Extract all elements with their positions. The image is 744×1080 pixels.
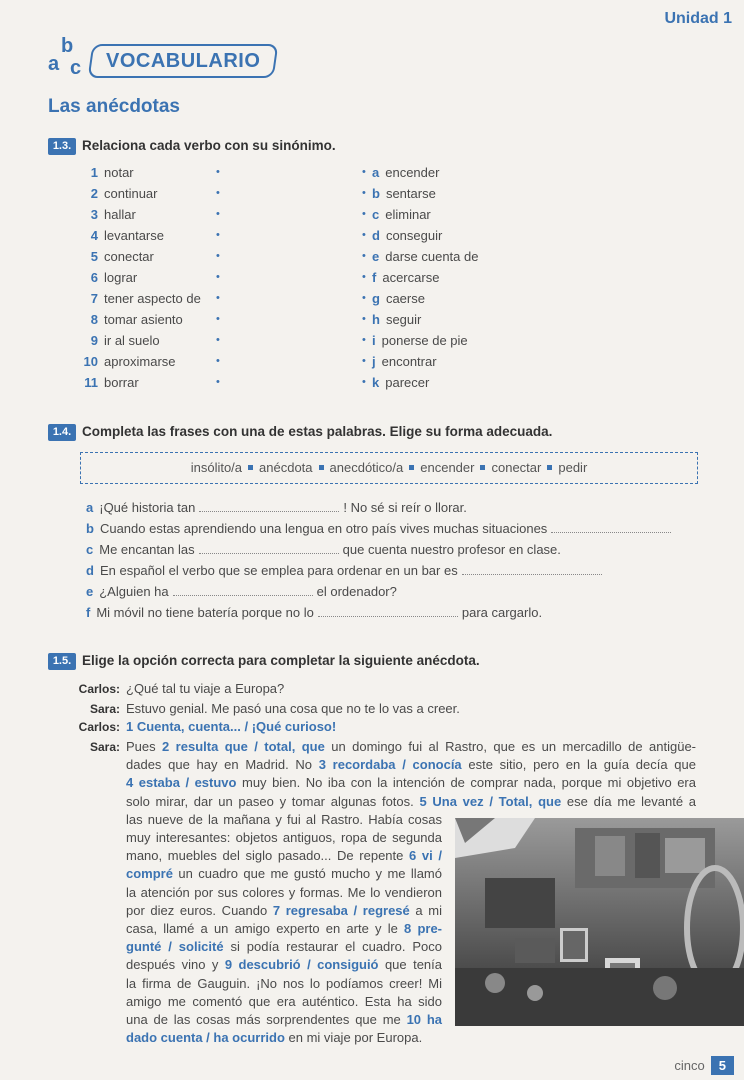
choice-option[interactable]: 3 recordaba / conocía	[318, 757, 462, 773]
paragraph-line	[126, 774, 696, 792]
match-dot-right[interactable]: •	[362, 313, 366, 325]
exercise-title-1-3: Relaciona cada verbo con su sinónimo.	[82, 138, 336, 153]
sentence-letter: d	[86, 563, 94, 578]
speaker-sara: Sara:	[89, 740, 120, 754]
item-letter: g	[372, 291, 380, 306]
page-word: cinco	[674, 1058, 705, 1073]
unit-label: Unidad 1	[664, 10, 732, 27]
paragraph-text: este sitio, pero en la guía decía que	[461, 757, 696, 773]
answer-blank[interactable]	[551, 520, 671, 533]
paragraph-text: amigo me comentó que era auténtico. Esta ha sido	[126, 993, 442, 1009]
paragraph-text: la firma de Gauguin. ¡No nos lo podíamos creer! Mi	[126, 975, 442, 991]
item-verb: levantarse	[104, 228, 164, 243]
section-banner	[88, 44, 279, 78]
item-number: 1	[90, 165, 98, 180]
word-bank-item: insólito/a	[190, 460, 243, 475]
sentence-start: En español el verbo que se emplea para ordenar en un bar es	[99, 563, 458, 578]
word-bank-item: anécdota	[259, 460, 313, 475]
item-letter: d	[372, 228, 380, 243]
choice-option[interactable]: 7 regresaba / regresé	[272, 902, 410, 918]
item-letter: i	[372, 333, 376, 348]
answer-blank[interactable]	[199, 499, 339, 512]
match-dot-right[interactable]: •	[362, 355, 366, 367]
item-synonym: ponerse de pie	[381, 333, 468, 348]
choice-option[interactable]: compré	[126, 866, 173, 882]
separator	[480, 465, 485, 470]
item-verb: tomar asiento	[104, 312, 183, 327]
match-left-item	[76, 248, 154, 266]
sentence-letter: f	[86, 605, 91, 620]
sentence-row	[86, 498, 467, 518]
match-right-item	[372, 248, 478, 266]
sentence-end: el ordenador?	[316, 584, 397, 599]
item-letter: h	[372, 312, 380, 327]
exercise-title-1-4: Completa las frases con una de estas palabras. Elige su forma adecuada.	[82, 424, 553, 439]
item-synonym: sentarse	[385, 186, 436, 201]
paragraph-line	[126, 1011, 442, 1029]
paragraph-line	[126, 884, 442, 902]
paragraph-text: a mi	[409, 902, 442, 918]
market-photo-drawing	[455, 818, 744, 1026]
item-synonym: seguir	[385, 312, 422, 327]
match-dot-right[interactable]: •	[362, 292, 366, 304]
match-dot-right[interactable]: •	[362, 376, 366, 388]
dialogue-line: ¿Qué tal tu viaje a Europa?	[126, 681, 285, 696]
paragraph-line	[126, 829, 442, 847]
paragraph-line	[126, 993, 442, 1011]
separator	[547, 465, 552, 470]
match-dot-left[interactable]: •	[216, 334, 220, 346]
item-number: 11	[84, 375, 98, 390]
answer-blank[interactable]	[173, 583, 313, 596]
match-dot-left[interactable]: •	[216, 208, 220, 220]
paragraph-line	[126, 1029, 442, 1047]
item-number: 9	[90, 333, 98, 348]
paragraph-line	[126, 865, 442, 883]
choice-option[interactable]: 9 descubrió / consiguió	[224, 957, 379, 973]
paragraph-line	[126, 956, 442, 974]
item-letter: c	[372, 207, 380, 222]
separator	[319, 465, 324, 470]
speaker-sara: Sara:	[89, 702, 120, 716]
item-letter: k	[372, 375, 380, 390]
item-synonym: conseguir	[385, 228, 443, 243]
paragraph-text: por diez euros. Cuando	[126, 902, 273, 918]
item-letter: j	[372, 354, 376, 369]
item-synonym: acercarse	[382, 270, 440, 285]
speaker-carlos: Carlos:	[78, 682, 120, 696]
match-dot-right[interactable]: •	[362, 229, 366, 241]
match-dot-left[interactable]: •	[216, 250, 220, 262]
paragraph-text: la atención por sus colores y formas. Me lo vendieron	[126, 884, 442, 900]
match-left-item	[76, 332, 160, 350]
choice-option[interactable]: 6 vi /	[409, 848, 442, 864]
paragraph-text: que tenía	[378, 957, 442, 973]
paragraph-text: una de las cosas más sorprendentes que me	[126, 1012, 407, 1027]
sentence-start: Cuando estas aprendiendo una lengua en otro país vives muchas situaciones	[99, 521, 548, 536]
sentence-row	[86, 561, 606, 581]
match-left-item	[76, 311, 183, 329]
logo-letter-a: a	[48, 53, 60, 75]
match-right-item	[372, 227, 442, 245]
match-right-item	[372, 164, 439, 182]
item-verb: continuar	[104, 186, 158, 201]
item-letter: f	[372, 270, 377, 285]
word-bank-item: conectar	[491, 460, 542, 475]
sentence-letter: e	[86, 584, 94, 599]
item-number: 6	[90, 270, 98, 285]
word-bank	[80, 452, 698, 484]
match-right-item	[372, 353, 437, 371]
match-right-item	[372, 374, 429, 392]
match-right-item	[372, 290, 425, 308]
item-number: 10	[83, 354, 98, 369]
item-synonym: encender	[385, 165, 440, 180]
item-synonym: eliminar	[385, 207, 431, 222]
match-right-item	[372, 185, 436, 203]
match-dot-right[interactable]: •	[362, 187, 366, 199]
choice-option[interactable]: 8 pre-	[404, 921, 442, 936]
answer-blank[interactable]	[318, 604, 458, 617]
match-right-item	[372, 269, 439, 287]
match-dot-left[interactable]: •	[216, 292, 220, 304]
market-photo	[455, 818, 744, 1026]
separator	[409, 465, 414, 470]
sentence-start: Me encantan las	[99, 542, 195, 557]
match-dot-left[interactable]: •	[216, 271, 220, 283]
match-right-item	[372, 332, 468, 350]
paragraph-text: ese día me levanté a	[561, 793, 696, 809]
match-dot-left[interactable]: •	[216, 187, 220, 199]
page-title: Las anécdotas	[48, 96, 180, 117]
sentence-end: que cuenta nuestro profesor en clase.	[342, 542, 561, 557]
choice-option[interactable]: gunté / solicité	[126, 939, 224, 955]
paragraph-text: Pues	[126, 739, 163, 754]
paragraph-line	[126, 793, 696, 811]
match-dot-right[interactable]: •	[362, 271, 366, 283]
paragraph-line	[126, 938, 442, 956]
sentence-row	[86, 603, 542, 623]
paragraph-text: un domingo fui al Rastro, que es un mercadillo de antigüe-	[324, 739, 697, 754]
match-left-item	[76, 353, 176, 371]
item-synonym: parecer	[385, 375, 430, 390]
match-left-item	[76, 164, 134, 182]
choice-option[interactable]: dado cuenta / ha ocurrido	[126, 1030, 285, 1046]
sentence-letter: b	[86, 521, 94, 536]
sentence-start: Mi móvil no tiene batería porque no lo	[96, 605, 314, 620]
paragraph-line	[126, 738, 696, 756]
item-number: 7	[90, 291, 98, 306]
match-left-item	[76, 374, 139, 392]
paragraph-text: las nueve de la mañana y fui al Rastro. Había cosas	[126, 811, 442, 827]
item-verb: borrar	[104, 375, 139, 390]
paragraph-line	[126, 920, 442, 938]
paragraph-line	[126, 975, 442, 993]
item-verb: aproximarse	[104, 354, 176, 369]
item-synonym: caerse	[385, 291, 425, 306]
sentence-row	[86, 540, 561, 560]
item-letter: e	[372, 249, 380, 264]
match-dot-left[interactable]: •	[216, 376, 220, 388]
exercise-number-1-5: 1.5.	[48, 653, 76, 670]
section-banner-text: VOCABULARIO	[106, 50, 261, 72]
match-left-item	[76, 227, 164, 245]
dialogue-line: Estuvo genial. Me pasó una cosa que no te lo vas a creer.	[126, 701, 460, 716]
abc-logo	[48, 36, 88, 80]
logo-letter-c: c	[70, 57, 82, 79]
match-left-item	[76, 206, 136, 224]
choice-option[interactable]: 4 estaba / estuvo	[126, 775, 237, 791]
page-footer	[674, 1056, 734, 1075]
item-verb: hallar	[104, 207, 136, 222]
match-right-item	[372, 311, 421, 329]
page-number: 5	[711, 1056, 734, 1075]
answer-blank[interactable]	[462, 562, 602, 575]
paragraph-text: muy interesantes: objetos antiguos, ropa de segunda	[126, 830, 442, 845]
match-dot-left[interactable]: •	[216, 166, 220, 178]
sentence-end: para cargarlo.	[461, 605, 543, 620]
paragraph-text: dades que hay en Madrid. No	[126, 757, 319, 773]
item-number: 5	[90, 249, 98, 264]
item-verb: notar	[104, 165, 134, 180]
answer-blank[interactable]	[199, 541, 339, 554]
sentence-row	[86, 582, 397, 602]
match-dot-right[interactable]: •	[362, 334, 366, 346]
sentence-letter: a	[86, 500, 94, 515]
separator	[248, 465, 253, 470]
match-left-item	[76, 185, 157, 203]
choice-option[interactable]: 10 ha	[406, 1012, 442, 1027]
paragraph-text: solo mirar, dar un paseo y tomar algunas fotos.	[126, 793, 420, 809]
paragraph-text: casa, llamé a un amigo experto en arte y le	[126, 921, 405, 936]
sentence-row	[86, 519, 675, 539]
exercise-number-1-4: 1.4.	[48, 424, 76, 441]
item-verb: conectar	[104, 249, 154, 264]
item-number: 4	[90, 228, 98, 243]
paragraph-line	[126, 902, 442, 920]
match-dot-left[interactable]: •	[216, 313, 220, 325]
paragraph-text: muy bien. No iba con la intención de comprar nada, porque mi objetivo era	[236, 775, 696, 791]
match-left-item	[76, 290, 201, 308]
exercise-title-1-5: Elige la opción correcta para completar la siguiente anécdota.	[82, 653, 480, 668]
choice-option[interactable]: 2 resulta que / total, que	[162, 739, 325, 754]
match-dot-right[interactable]: •	[362, 166, 366, 178]
word-bank-item: pedir	[558, 460, 588, 475]
item-synonym: darse cuenta de	[385, 249, 479, 264]
match-dot-left[interactable]: •	[216, 229, 220, 241]
speaker-carlos: Carlos:	[78, 720, 120, 734]
dialogue-option[interactable]: 1 Cuenta, cuenta... / ¡Qué curioso!	[126, 719, 337, 734]
sentence-start: ¿Alguien ha	[99, 584, 169, 599]
paragraph-text: mano, muebles del siglo pasado... De repente	[126, 848, 410, 864]
paragraph-text: si podía restaurar el cuadro. Poco	[223, 939, 442, 955]
match-dot-left[interactable]: •	[216, 355, 220, 367]
word-bank-item: encender	[420, 460, 475, 475]
match-left-item	[76, 269, 137, 287]
logo-letter-b: b	[61, 35, 74, 57]
paragraph-line	[126, 847, 442, 865]
paragraph-text: un cuadro que me gustó mucho y me llamó	[172, 866, 442, 882]
sentence-start: ¡Qué historia tan	[99, 500, 196, 515]
choice-option[interactable]: 5 Una vez / Total, que	[419, 793, 562, 809]
exercise-number-1-3: 1.3.	[48, 138, 76, 155]
item-verb: tener aspecto de	[104, 291, 201, 306]
paragraph-line	[126, 756, 696, 774]
item-number: 3	[90, 207, 98, 222]
item-verb: ir al suelo	[104, 333, 160, 348]
item-synonym: encontrar	[381, 354, 437, 369]
item-number: 2	[90, 186, 98, 201]
item-letter: b	[372, 186, 380, 201]
word-bank-item: anecdótico/a	[329, 460, 404, 475]
item-number: 8	[90, 312, 98, 327]
item-verb: lograr	[104, 270, 138, 285]
paragraph-text: en mi viaje por Europa.	[284, 1030, 423, 1046]
sentence-end: ! No sé si reír o llorar.	[343, 500, 467, 515]
paragraph-line	[126, 811, 442, 829]
sentence-letter: c	[86, 542, 94, 557]
match-dot-right[interactable]: •	[362, 250, 366, 262]
match-dot-right[interactable]: •	[362, 208, 366, 220]
paragraph-text: después vino y	[126, 957, 225, 973]
item-letter: a	[372, 165, 380, 180]
match-right-item	[372, 206, 431, 224]
